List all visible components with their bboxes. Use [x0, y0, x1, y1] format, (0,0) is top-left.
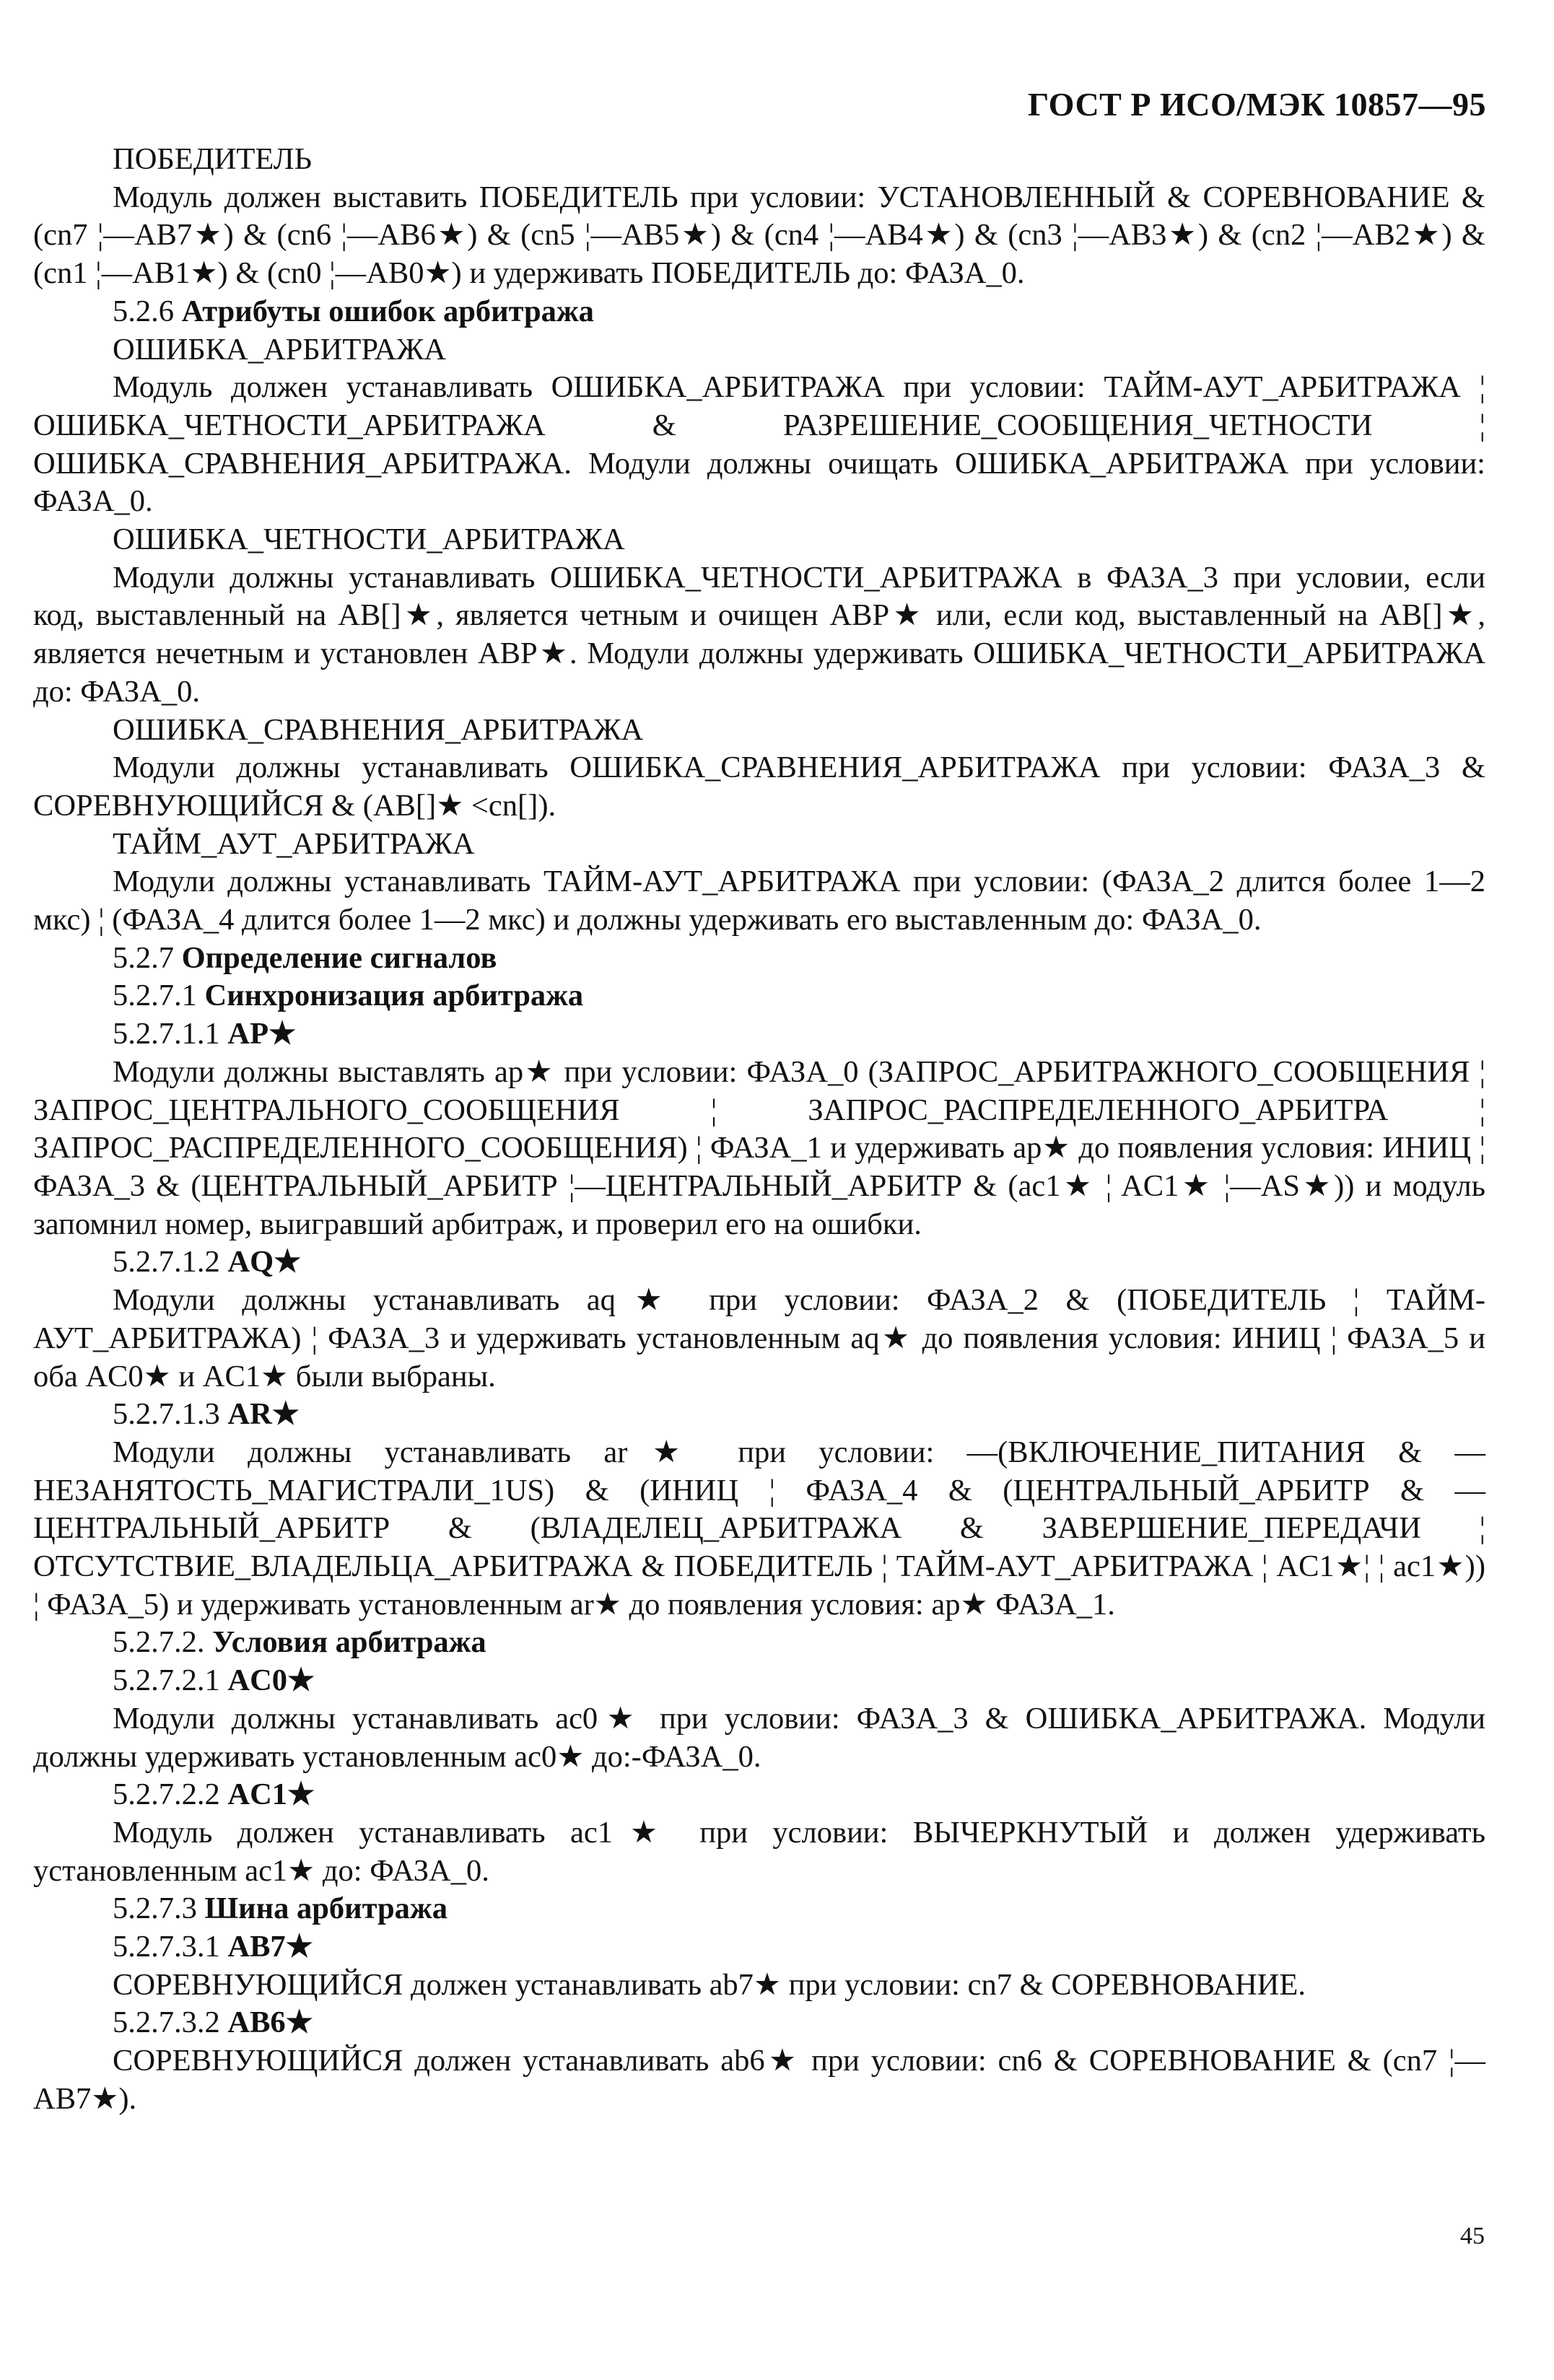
section-heading [33, 1890, 1485, 1928]
section-heading [33, 1243, 1485, 1282]
paragraph: Модули должны устанавливать aq★ при условии: ФАЗА_2 & (ПОБЕДИТЕЛЬ ¦ ТАЙМ-АУТ_АРБИТРАЖА) ¦ ФАЗА_3 и удерживать установленным aq★ до появления условия: ИНИЦ ¦ ФАЗА_5 и оба AC0★ и AC1★ были выбраны. [33, 1283, 1485, 1394]
section-title: Определение сигналов [181, 940, 497, 975]
signal-name-heading: ОШИБКА_СРАВНЕНИЯ_АРБИТРАЖА [113, 712, 644, 747]
section-number: 5.2.7.3.1 [113, 1930, 220, 1964]
paragraph: СОРЕВНУЮЩИЙСЯ должен устанавливать ab7★ при условии: cn7 & СОРЕВНОВАНИЕ. [113, 1967, 1306, 2002]
section-heading [33, 1396, 1485, 1434]
section-heading [33, 1662, 1485, 1700]
section-number: 5.2.7.3.2 [113, 2005, 220, 2040]
page-number: 45 [1460, 2223, 1485, 2249]
section-number: 5.2.7.3 [113, 1891, 197, 1926]
paragraph: СОРЕВНУЮЩИЙСЯ должен устанавливать ab6★ при условии: cn6 & СОРЕВНОВАНИЕ & (cn7 ¦—AB7★). [33, 2044, 1485, 2116]
section-title: Условия арбитража [212, 1625, 486, 1660]
paragraph: Модуль должен выставить ПОБЕДИТЕЛЬ при условии: УСТАНОВЛЕННЫЙ & СОРЕВНОВАНИЕ & (cn7 ¦—AB7★) & (cn6 ¦—AB6★) & (cn5 ¦—AB5★) & (cn4 ¦—AB4★) & (cn3 ¦—AB3★) & (cn2 ¦—AB2★) & (cn1 ¦—AB1★) & (cn0 ¦—AB0★) и удерживать ПОБЕДИТЕЛЬ до: ФАЗА_0. [33, 180, 1485, 291]
section-heading [33, 2004, 1485, 2042]
section-number: 5.2.7.2.2 [113, 1777, 220, 1812]
section-number: 5.2.7.1.1 [113, 1017, 220, 1051]
section-heading [33, 1015, 1485, 1054]
section-title: AB6★ [227, 2005, 313, 2040]
section-number: 5.2.7.2. [113, 1625, 205, 1660]
section-number: 5.2.7.1.3 [113, 1397, 220, 1432]
section-title: Шина арбитража [204, 1891, 448, 1926]
section-title: Атрибуты ошибок арбитража [181, 294, 594, 328]
section-title: AP★ [227, 1017, 297, 1051]
paragraph: Модуль должен устанавливать ac1★ при условии: ВЫЧЕРКНУТЫЙ и должен удерживать установленным ac1★ до: ФАЗА_0. [33, 1815, 1485, 1888]
section-number: 5.2.7 [113, 940, 174, 975]
section-heading [33, 293, 1485, 331]
section-heading [33, 1776, 1485, 1814]
document-body [33, 141, 1485, 2119]
section-title: AR★ [227, 1397, 300, 1432]
signal-name-heading: ОШИБКА_АРБИТРАЖА [113, 332, 447, 367]
section-title: AC0★ [227, 1663, 315, 1698]
paragraph: Модули должны устанавливать ОШИБКА_ЧЕТНОСТИ_АРБИТРАЖА в ФАЗА_3 при условии, если код, выставленный на AB[]★, является четным и очищен ABP★ или, если код, выставленный на AB[]★, является нечетным и установлен ABP★. Модули должны удерживать ОШИБКА_ЧЕТНОСТИ_АРБИТРАЖА до: ФАЗА_0. [33, 560, 1485, 709]
section-title: AB7★ [227, 1930, 313, 1964]
section-number: 5.2.7.2.1 [113, 1663, 220, 1698]
section-heading [33, 1624, 1485, 1662]
section-title: AC1★ [227, 1777, 315, 1812]
section-heading [33, 977, 1485, 1015]
section-title: AQ★ [227, 1245, 302, 1279]
paragraph: Модули должны устанавливать ac0★ при условии: ФАЗА_3 & ОШИБКА_АРБИТРАЖА. Модули должны удерживать установленным ac0★ до:-ФАЗА_0. [33, 1701, 1485, 1774]
section-number: 5.2.6 [113, 294, 174, 328]
section-number: 5.2.7.1 [113, 979, 197, 1013]
section-heading [33, 940, 1485, 978]
paragraph: Модуль должен устанавливать ОШИБКА_АРБИТРАЖА при условии: ТАЙМ-АУТ_АРБИТРАЖА ¦ ОШИБКА_ЧЕТНОСТИ_АРБИТРАЖА & РАЗРЕШЕНИЕ_СООБЩЕНИЯ_ЧЕТНОСТИ ¦ ОШИБКА_СРАВНЕНИЯ_АРБИТРАЖА. Модули должны очищать ОШИБКА_АРБИТРАЖА при условии: ФАЗА_0. [33, 370, 1485, 519]
paragraph: Модули должны устанавливать ar★ при условии: —(ВКЛЮЧЕНИЕ_ПИТАНИЯ & —НЕЗАНЯТОСТЬ_МАГИСТРАЛИ_1US) & (ИНИЦ ¦ ФАЗА_4 & (ЦЕНТРАЛЬНЫЙ_АРБИТР & —ЦЕНТРАЛЬНЫЙ_АРБИТР & (ВЛАДЕЛЕЦ_АРБИТРАЖА & ЗАВЕРШЕНИЕ_ПЕРЕДАЧИ ¦ ОТСУТСТВИЕ_ВЛАДЕЛЬЦА_АРБИТРАЖА & ПОБЕДИТЕЛЬ ¦ ТАЙМ-АУТ_АРБИТРАЖА ¦ AC1★¦ ¦ ac1★)) ¦ ФАЗА_5) и удерживать установленным ar★ до появления условия: ap★ ФАЗА_1. [33, 1435, 1485, 1622]
paragraph: Модули должны устанавливать ОШИБКА_СРАВНЕНИЯ_АРБИТРАЖА при условии: ФАЗА_3 & СОРЕВНУЮЩИЙСЯ & (AB[]★ <cn[]). [33, 751, 1485, 823]
signal-name-heading: ОШИБКА_ЧЕТНОСТИ_АРБИТРАЖА [113, 522, 625, 557]
paragraph: Модули должны выставлять ap★ при условии: ФАЗА_0 (ЗАПРОС_АРБИТРАЖНОГО_СООБЩЕНИЯ ¦ ЗАПРОС_ЦЕНТРАЛЬНОГО_СООБЩЕНИЯ ¦ ЗАПРОС_РАСПРЕДЕЛЕННОГО_АРБИТРА ¦ ЗАПРОС_РАСПРЕДЕЛЕННОГО_СООБЩЕНИЯ) ¦ ФАЗА_1 и удерживать ap★ до появления условия: ИНИЦ ¦ ФАЗА_3 & (ЦЕНТРАЛЬНЫЙ_АРБИТР ¦—ЦЕНТРАЛЬНЫЙ_АРБИТР & (ac1★ ¦ AC1★ ¦—AS★)) и модуль запомнил номер, выигравший арбитраж, и проверил его на ошибки. [33, 1054, 1485, 1241]
signal-name-heading: ПОБЕДИТЕЛЬ [113, 142, 313, 176]
paragraph: Модули должны устанавливать ТАЙМ-АУТ_АРБИТРАЖА при условии: (ФАЗА_2 длится более 1—2 мкс) ¦ (ФАЗА_4 длится более 1—2 мкс) и должны удерживать его выставленным до: ФАЗА_0. [33, 865, 1485, 937]
standard-header: ГОСТ Р ИСО/МЭК 10857—95 [1028, 86, 1486, 123]
signal-name-heading: ТАЙМ_АУТ_АРБИТРАЖА [113, 826, 475, 861]
section-heading [33, 1928, 1485, 1966]
section-number: 5.2.7.1.2 [113, 1245, 220, 1279]
section-title: Синхронизация арбитража [204, 979, 584, 1013]
